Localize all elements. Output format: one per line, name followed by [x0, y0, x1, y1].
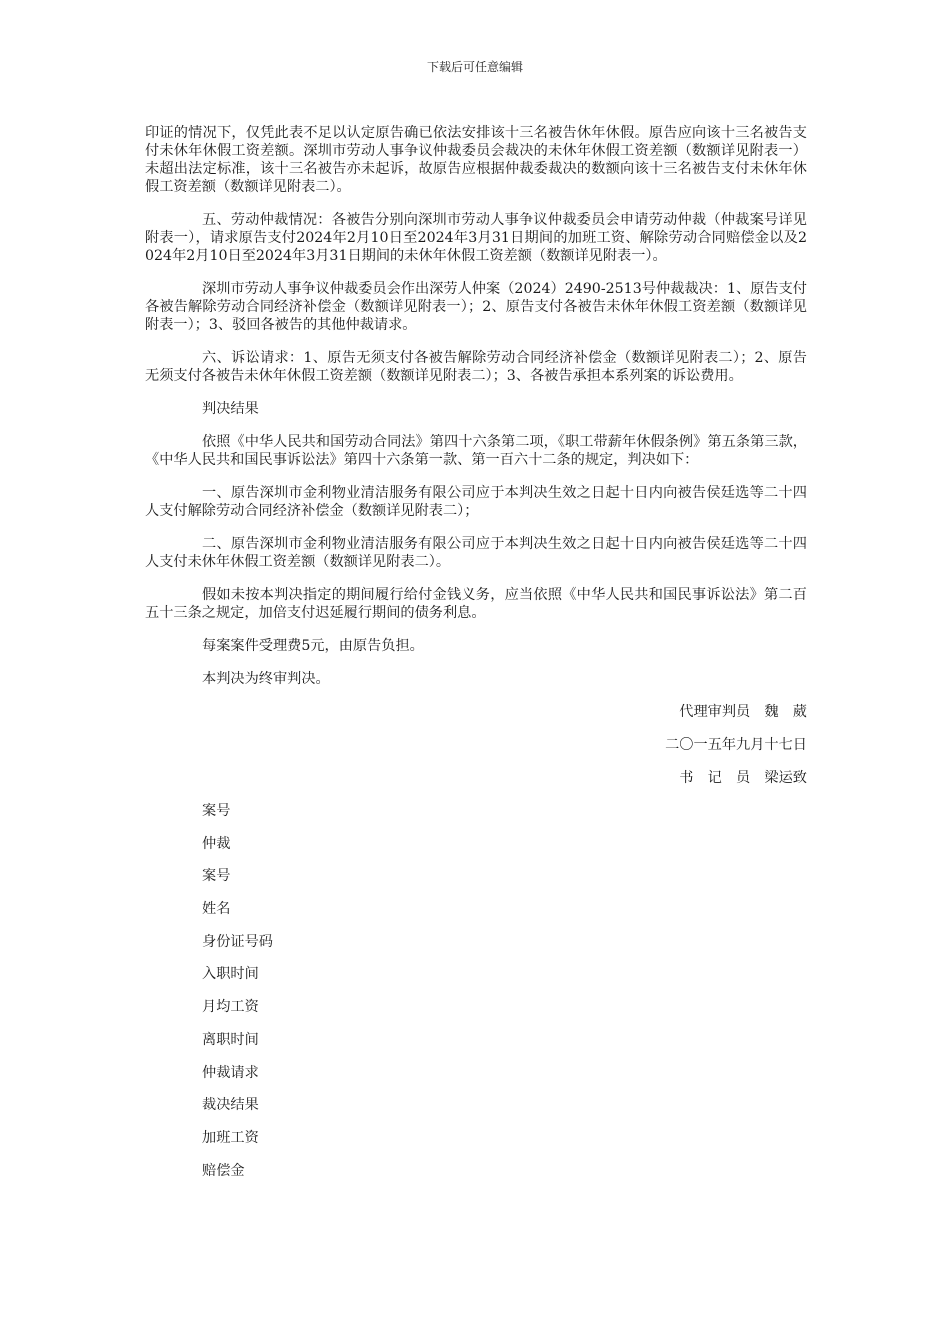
- field-label: 加班工资: [202, 1129, 259, 1146]
- paragraph-arbitration-status: 五、劳动仲裁情况：各被告分别向深圳市劳动人事争议仲裁委员会申请劳动仲裁（仲裁案号详见附表一），请求原告支付2024年2月10日至2024年3月31日期间的加班工资、解除劳动合同赔偿金以及2024年2月10日至2024年3月31日期间的未休年休假工资差额（数额详见附表一）。: [145, 212, 807, 264]
- field-label: 身份证号码: [202, 933, 273, 950]
- paragraph-final: 本判决为终审判决。: [202, 671, 330, 687]
- field-label: 案号: [202, 803, 231, 819]
- document-body: [145, 124, 807, 1194]
- field-label: 离职时间: [202, 1031, 259, 1048]
- field-list: [145, 802, 807, 1180]
- field-label: 姓名: [202, 901, 231, 918]
- field-label: 赔偿金: [202, 1162, 245, 1179]
- field-label: 裁决结果: [202, 1097, 259, 1114]
- paragraph-late-payment: 假如未按本判决指定的期间履行给付金钱义务，应当依照《中华人民共和国民事诉讼法》第二百五十三条之规定，加倍支付迟延履行期间的债务利息。: [145, 587, 807, 621]
- paragraph-legal-basis: 依照《中华人民共和国劳动合同法》第四十六条第二项，《职工带薪年休假条例》第五条第三款，《中华人民共和国民事诉讼法》第四十六条第一款、第一百六十二条的规定，判决如下：: [145, 434, 807, 468]
- field-label: 案号: [202, 868, 231, 885]
- paragraph-arbitration-award: 深圳市劳动人事争议仲裁委员会作出深劳人仲案（2024）2490-2513号仲裁裁决：1、原告支付各被告解除劳动合同经济补偿金（数额详见附表一）；2、原告支付各被告未休年休假工资差额（数额详见附表一）；3、驳回各被告的其他仲裁请求。: [145, 281, 807, 333]
- field-label: 月均工资: [202, 999, 259, 1016]
- paragraph-continuation: 印证的情况下，仅凭此表不足以认定原告确已依法安排该十三名被告休年休假。原告应向该十三名被告支付未休年休假工资差额。深圳市劳动人事争议仲裁委员会裁决的未休年休假工资差额（数额详见附表一）未超出法定标准，该十三名被告亦未起诉，故原告应根据仲裁委裁决的数额向该十三名被告支付未休年休假工资差额（数额详见附表二）。: [145, 125, 807, 195]
- section-heading-judgment: 判决结果: [202, 401, 259, 417]
- signature-judge: 代理审判员 魏 葳: [679, 704, 807, 720]
- paragraph-judgment-item-2: 二、原告深圳市金利物业清洁服务有限公司应于本判决生效之日起十日内向被告侯廷选等二十四人支付未休年休假工资差额（数额详见附表二）。: [145, 536, 807, 570]
- paragraph-claims: 六、诉讼请求：1、原告无须支付各被告解除劳动合同经济补偿金（数额详见附表二）；2、原告无须支付各被告未休年休假工资差额（数额详见附表二）；3、各被告承担本系列案的诉讼费用。: [145, 350, 807, 384]
- field-label: 仲裁: [202, 835, 231, 852]
- paragraph-judgment-item-1: 一、原告深圳市金利物业清洁服务有限公司应于本判决生效之日起十日内向被告侯廷选等二十四人支付解除劳动合同经济补偿金（数额详见附表二）；: [145, 485, 807, 519]
- field-label: 入职时间: [202, 966, 259, 983]
- signature-date: 二〇一五年九月十七日: [665, 737, 807, 753]
- paragraph-fee: 每案案件受理费5元，由原告负担。: [202, 638, 424, 654]
- header-note: 下载后可任意编辑: [426, 60, 523, 74]
- field-label: 仲裁请求: [202, 1064, 259, 1081]
- signature-clerk: 书 记 员 梁运致: [679, 770, 807, 786]
